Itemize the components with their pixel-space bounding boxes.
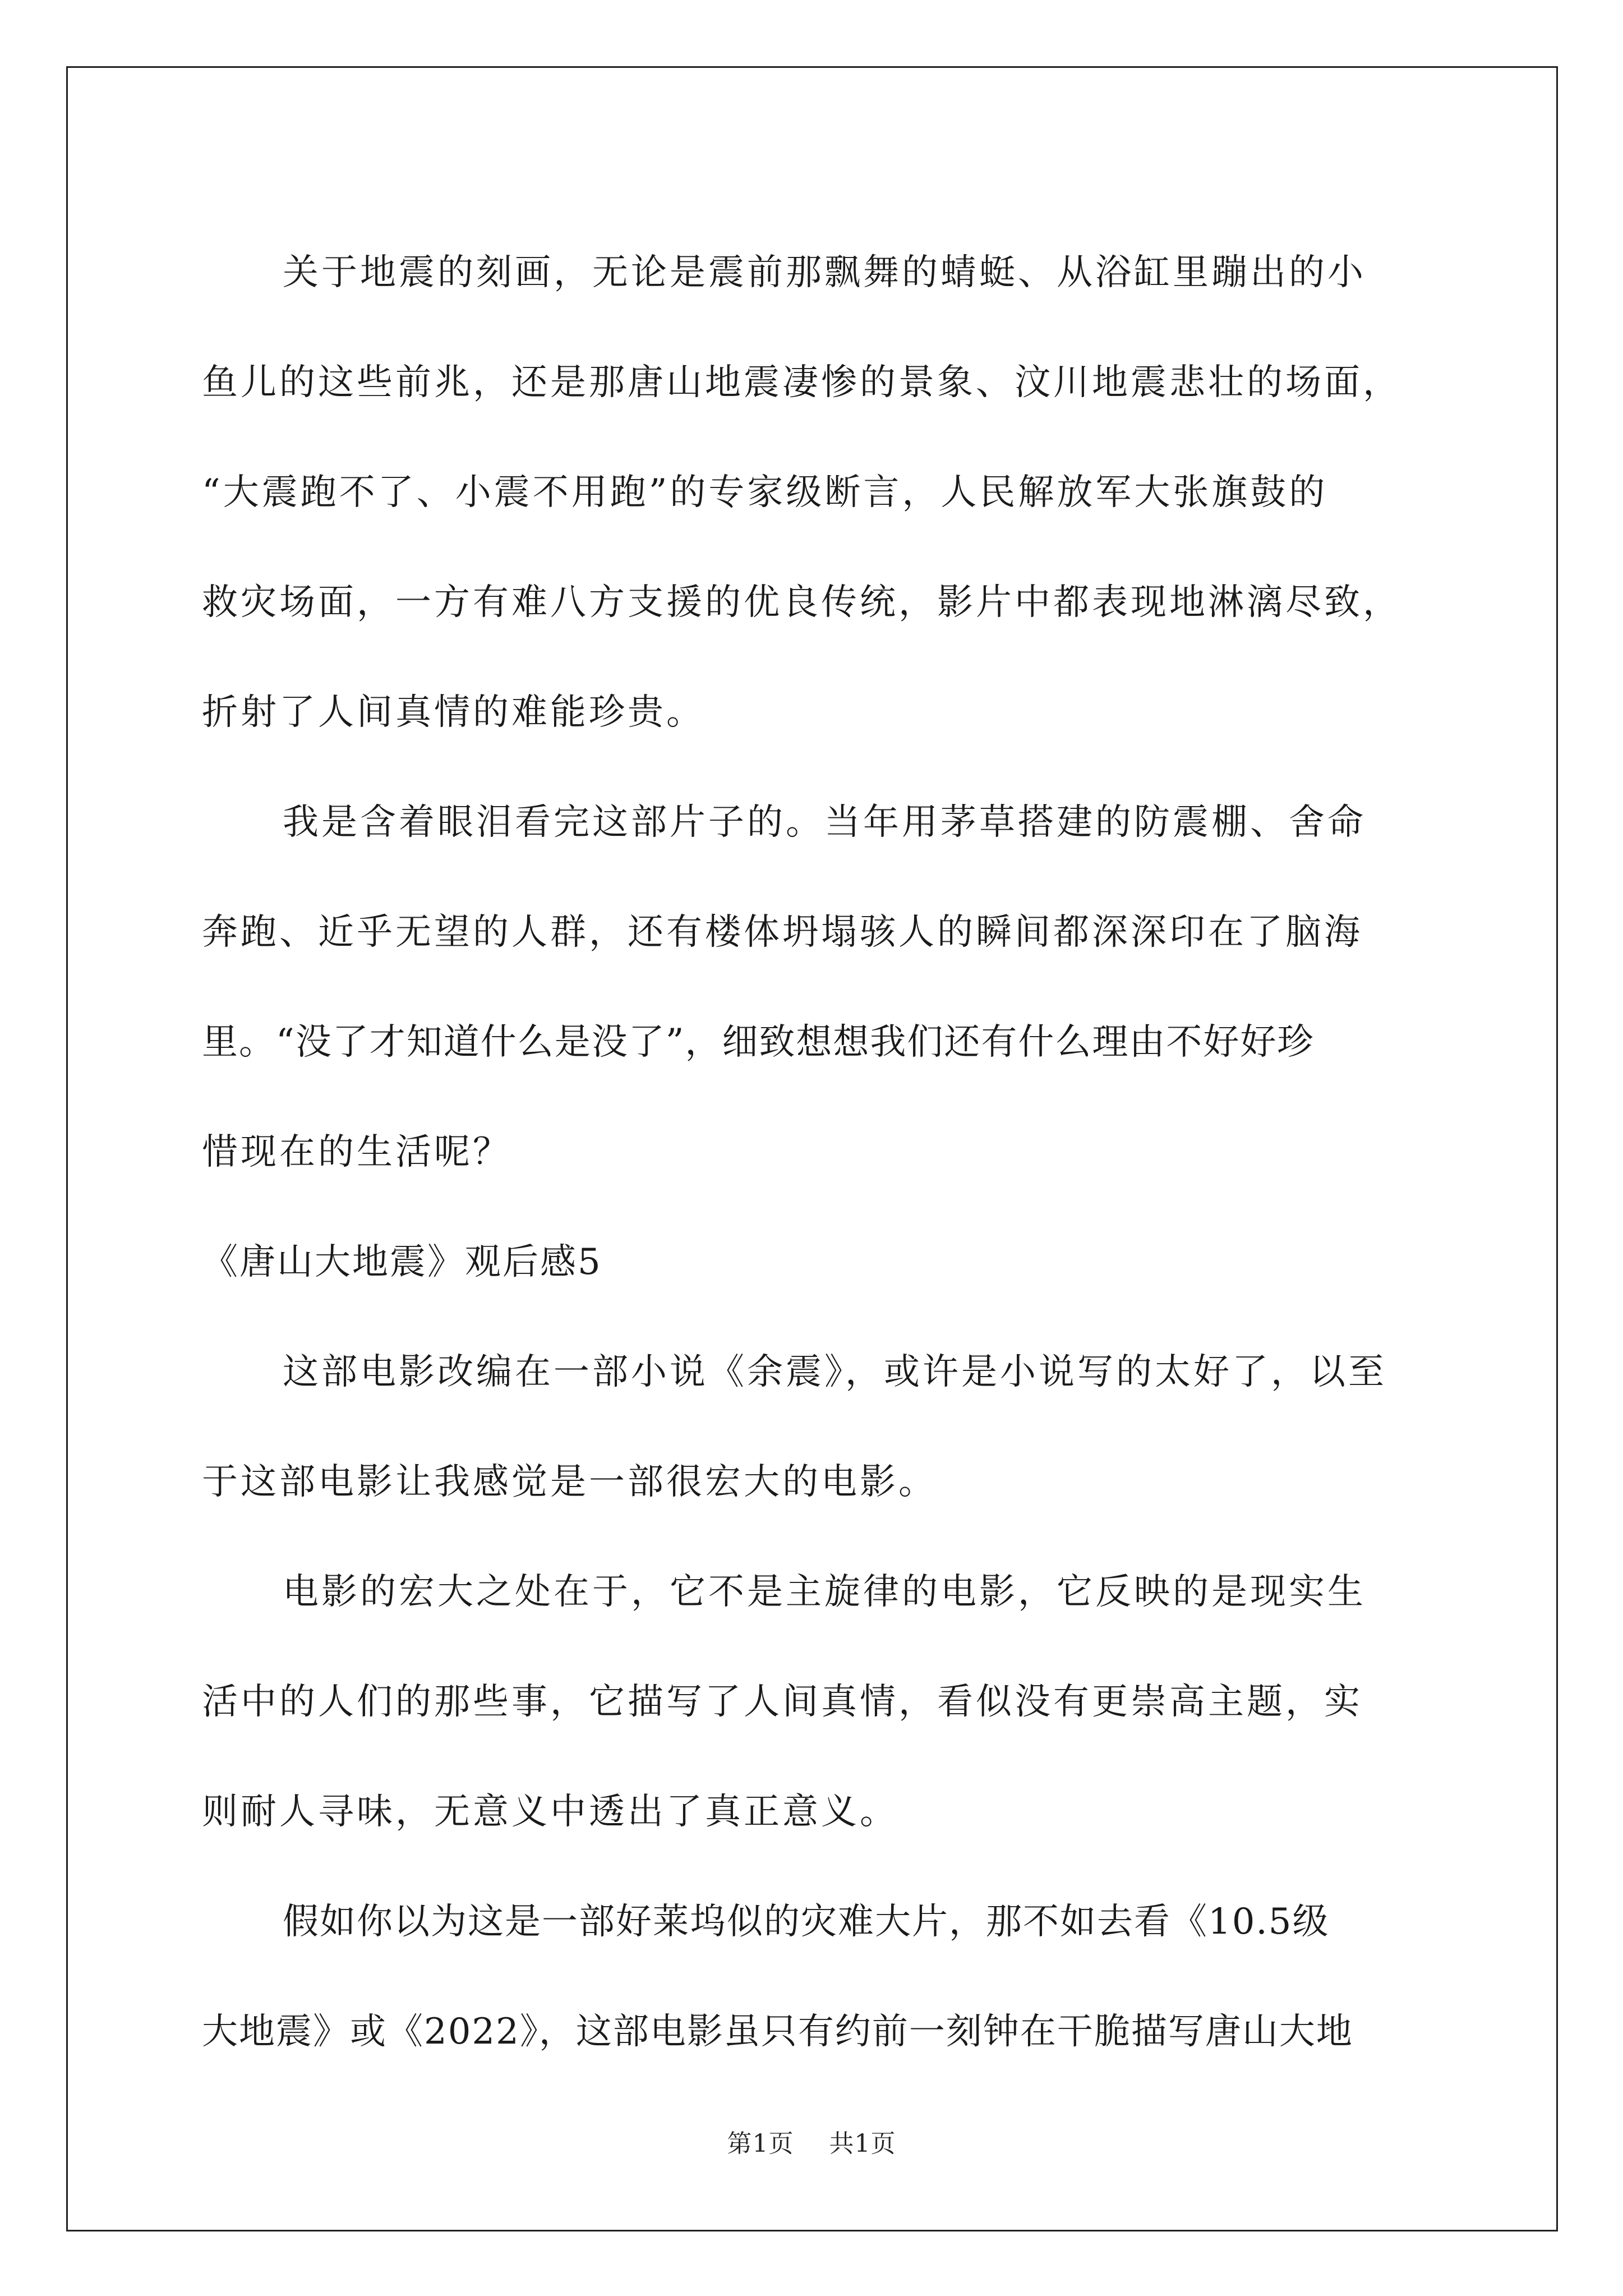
page-number-current: 第1页 bbox=[727, 2129, 794, 2158]
text-line: 救灾场面，一方有难八方支援的优良传统，影片中都表现地淋漓尽致， bbox=[202, 582, 1401, 623]
text-line: 关于地震的刻画，无论是震前那飘舞的蜻蜓、从浴缸里蹦出的小 bbox=[283, 252, 1366, 293]
page-number-total: 共1页 bbox=[829, 2129, 896, 2158]
text-line: 于这部电影让我感觉是一部很宏大的电影。 bbox=[202, 1461, 937, 1503]
page-footer bbox=[0, 2123, 1623, 2159]
text-line: 鱼儿的这些前兆，还是那唐山地震凄惨的景象、汶川地震悲壮的场面， bbox=[202, 362, 1401, 403]
text-line: 惜现在的生活呢？ bbox=[202, 1131, 511, 1173]
text-line: 活中的人们的那些事，它描写了人间真情，看似没有更崇高主题，实 bbox=[202, 1681, 1363, 1723]
section-heading: 《唐山大地震》观后感5 bbox=[202, 1241, 602, 1283]
text-line: 这部电影改编在一部小说《余震》，或许是小说写的太好了，以至 bbox=[283, 1351, 1387, 1393]
text-line: 折射了人间真情的难能珍贵。 bbox=[202, 692, 705, 733]
text-line: 大地震》或《2022》，这部电影虽只有约前一刻钟在干脆描写唐山大地 bbox=[202, 2011, 1353, 2053]
text-line: “大震跑不了、小震不用跑”的专家级断言，人民解放军大张旗鼓的 bbox=[202, 472, 1328, 513]
text-line: 里。“没了才知道什么是没了”，细致想想我们还有什么理由不好好珍 bbox=[202, 1022, 1315, 1063]
document-body bbox=[202, 218, 1419, 2087]
text-line: 假如你以为这是一部好莱坞似的灾难大片，那不如去看《10.5级 bbox=[283, 1901, 1330, 1943]
text-line: 电影的宏大之处在于，它不是主旋律的电影，它反映的是现实生 bbox=[283, 1571, 1366, 1613]
text-line: 我是含着眼泪看完这部片子的。当年用茅草搭建的防震棚、舍命 bbox=[283, 802, 1366, 843]
text-line: 则耐人寻味，无意义中透出了真正意义。 bbox=[202, 1791, 898, 1833]
text-line: 奔跑、近乎无望的人群，还有楼体坍塌骇人的瞬间都深深印在了脑海 bbox=[202, 912, 1363, 953]
